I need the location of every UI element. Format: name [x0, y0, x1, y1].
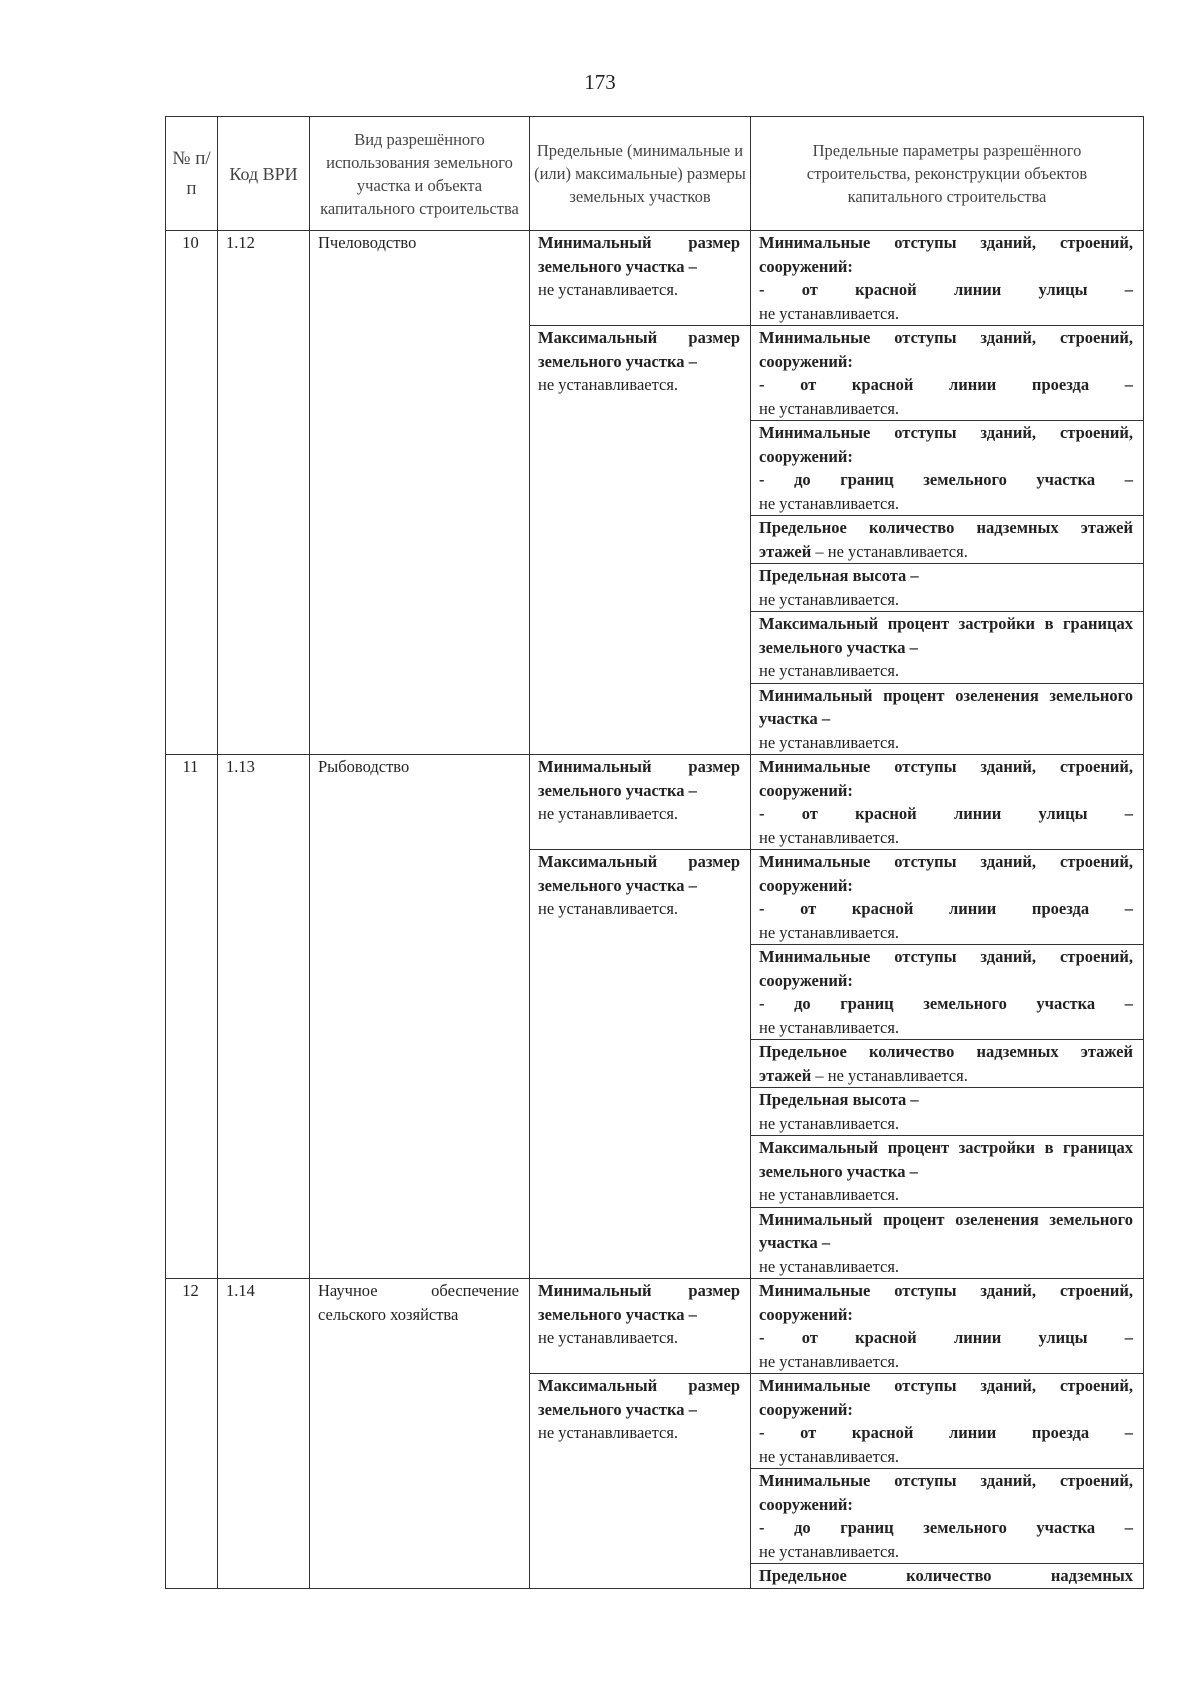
header-params: Предельные параметры разрешённого строительства, реконструкции объектов капитального строительства — [751, 117, 1144, 231]
land-use-table — [165, 116, 1144, 1589]
param-street-line: - от красной линии улицы – — [759, 804, 1133, 823]
not-set: не устанавливается. — [759, 398, 900, 418]
min-size-cell — [530, 231, 751, 326]
param-drive-line: - от красной линии проезда – — [759, 899, 1133, 918]
page-number: 173 — [584, 70, 616, 94]
not-set: не устанавливается. — [759, 827, 900, 847]
param-build-cell — [751, 1136, 1144, 1208]
min-size-head: Минимальный размер земельного участка – — [538, 1281, 740, 1324]
not-set: не устанавливается. — [759, 1113, 900, 1133]
row-code: 1.13 — [218, 755, 310, 1279]
param-street-head: Минимальные отступы зданий, строений, сооружений: — [759, 757, 1133, 800]
not-set: не устанавливается. — [759, 1017, 900, 1037]
param-build-head: Максимальный процент застройки в границах земельного участка – — [759, 614, 1133, 657]
not-set: не устанавливается. — [538, 375, 679, 394]
param-floors-cell — [751, 516, 1144, 564]
not-set: не устанавливается. — [759, 661, 900, 680]
not-set: не устанавливается. — [759, 1185, 900, 1204]
param-street-line: - от красной линии улицы – — [759, 1328, 1133, 1347]
row-code: 1.14 — [218, 1279, 310, 1589]
param-border-cell — [751, 421, 1144, 516]
not-set: не устанавливается. — [759, 1541, 900, 1561]
header-sizes: Предельные (минимальные и (или) максимальные) размеры земельных участков — [530, 117, 751, 231]
param-drive-head: Минимальные отступы зданий, строений, сооружений: — [759, 1376, 1133, 1419]
param-floors-tail: этажей — [759, 541, 812, 561]
param-street-line: - от красной линии улицы – — [759, 280, 1133, 299]
param-drive-head: Минимальные отступы зданий, строений, сооружений: — [759, 852, 1133, 895]
param-floors-partial-cell — [751, 1564, 1144, 1589]
table-row — [166, 231, 1144, 326]
table-header-row — [166, 117, 1144, 231]
row-name: Рыбоводство — [310, 755, 530, 1279]
param-green-cell — [751, 683, 1144, 755]
param-floors-cell — [751, 1040, 1144, 1088]
row-num: 11 — [166, 755, 218, 1279]
param-drive-head: Минимальные отступы зданий, строений, сооружений: — [759, 328, 1133, 371]
not-set: не устанавливается. — [538, 899, 679, 918]
param-green-cell — [751, 1207, 1144, 1279]
table-row — [166, 1279, 1144, 1374]
row-name: Пчеловодство — [310, 231, 530, 755]
param-drive-line: - от красной линии проезда – — [759, 1423, 1133, 1442]
not-set: не устанавливается. — [759, 589, 900, 609]
param-floors-head: Предельное количество надземных этажей — [759, 1042, 1133, 1061]
row-num: 10 — [166, 231, 218, 755]
param-green-head: Минимальный процент озеленения земельного участка – — [759, 1209, 1133, 1252]
param-floors-tail: этажей — [759, 1065, 812, 1085]
param-drive-cell — [751, 326, 1144, 421]
not-set: не устанавливается. — [759, 303, 900, 323]
param-height-cell — [751, 564, 1144, 612]
min-size-head: Минимальный размер земельного участка – — [538, 233, 740, 276]
header-code: Код ВРИ — [218, 117, 310, 231]
param-build-head: Максимальный процент застройки в границах земельного участка – — [759, 1138, 1133, 1181]
param-floors-value: – не устанавливается. — [815, 1065, 968, 1085]
row-name: Научное обеспечение сельского хозяйства — [310, 1279, 530, 1589]
param-drive-line: - от красной линии проезда – — [759, 375, 1133, 394]
param-border-cell — [751, 945, 1144, 1040]
param-street-head: Минимальные отступы зданий, строений, сооружений: — [759, 233, 1133, 276]
min-size-head: Минимальный размер земельного участка – — [538, 757, 740, 800]
max-size-head: Максимальный размер земельного участка – — [538, 1376, 740, 1419]
param-border-line: - до границ земельного участка – — [759, 1518, 1133, 1537]
param-border-cell — [751, 1469, 1144, 1564]
param-drive-cell — [751, 1374, 1144, 1469]
not-set: не устанавливается. — [759, 1256, 900, 1276]
not-set: не устанавливается. — [759, 1351, 900, 1371]
row-num: 12 — [166, 1279, 218, 1589]
row-code: 1.12 — [218, 231, 310, 755]
param-height-cell — [751, 1088, 1144, 1136]
param-border-head: Минимальные отступы зданий, строений, сооружений: — [759, 423, 1133, 466]
table-row — [166, 755, 1144, 850]
param-street-head: Минимальные отступы зданий, строений, сооружений: — [759, 1281, 1133, 1324]
min-size-cell — [530, 755, 751, 850]
header-type: Вид разрешённого использования земельного участка и объекта капитального строительства — [310, 117, 530, 231]
not-set: не устанавливается. — [538, 804, 679, 823]
param-build-cell — [751, 612, 1144, 684]
param-floors-partial: Предельное количество надземных — [759, 1566, 1133, 1585]
param-floors-value: – не устанавливается. — [815, 541, 968, 561]
param-border-head: Минимальные отступы зданий, строений, сооружений: — [759, 1471, 1133, 1514]
header-num: № п/п — [166, 117, 218, 231]
param-street-cell — [751, 231, 1144, 326]
param-street-cell — [751, 1279, 1144, 1374]
max-size-head: Максимальный размер земельного участка – — [538, 852, 740, 895]
param-border-head: Минимальные отступы зданий, строений, сооружений: — [759, 947, 1133, 990]
not-set: не устанавливается. — [759, 1446, 900, 1466]
not-set: не устанавливается. — [538, 1423, 679, 1442]
param-drive-cell — [751, 850, 1144, 945]
param-height-head: Предельная высота – — [759, 566, 919, 585]
param-border-line: - до границ земельного участка – — [759, 994, 1133, 1013]
max-size-cell — [530, 326, 751, 755]
not-set: не устанавливается. — [759, 922, 900, 942]
max-size-cell — [530, 1374, 751, 1589]
max-size-cell — [530, 850, 751, 1279]
param-height-head: Предельная высота – — [759, 1090, 919, 1109]
param-border-line: - до границ земельного участка – — [759, 470, 1133, 489]
min-size-cell — [530, 1279, 751, 1374]
param-street-cell — [751, 755, 1144, 850]
not-set: не устанавливается. — [538, 280, 679, 299]
not-set: не устанавливается. — [759, 493, 900, 513]
param-green-head: Минимальный процент озеленения земельного участка – — [759, 685, 1133, 728]
not-set: не устанавливается. — [538, 1328, 679, 1347]
not-set: не устанавливается. — [759, 732, 900, 752]
max-size-head: Максимальный размер земельного участка – — [538, 328, 740, 371]
param-floors-head: Предельное количество надземных этажей — [759, 518, 1133, 537]
